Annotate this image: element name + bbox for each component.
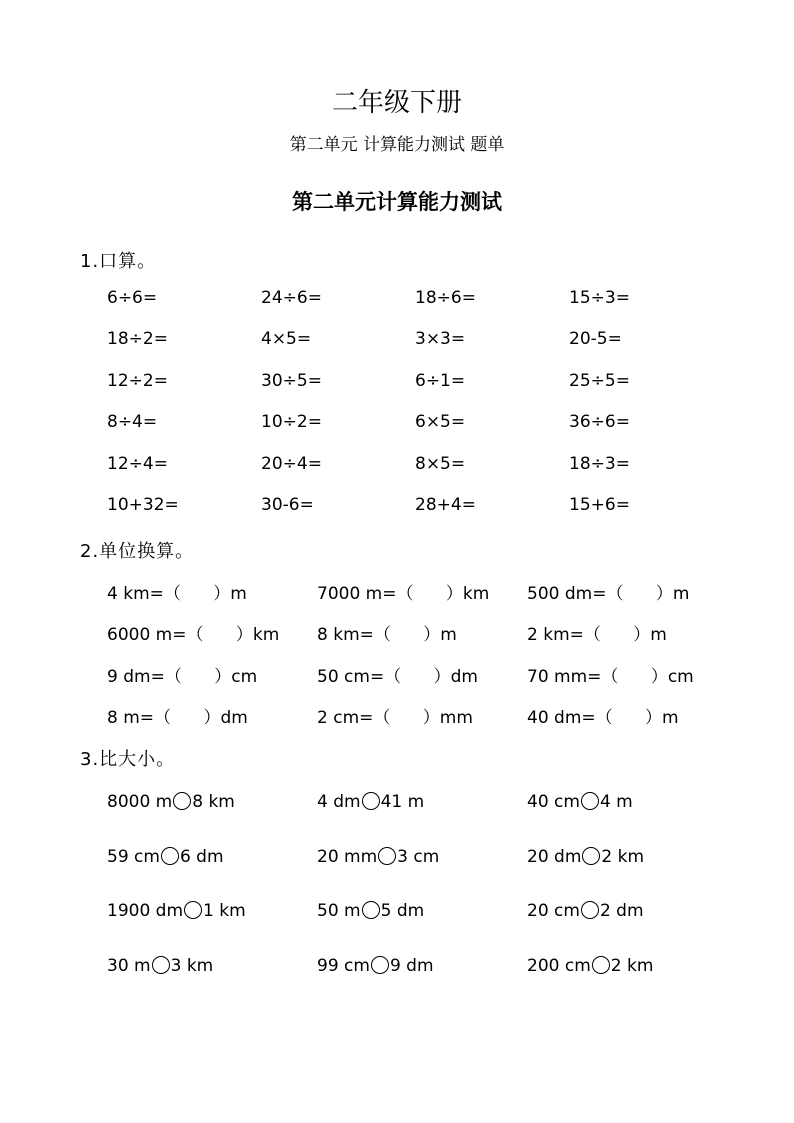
compare-circle[interactable]: [362, 901, 380, 919]
conversion-problem: 2 cm=（ ）mm: [317, 708, 473, 728]
problem: 10÷2=: [261, 412, 322, 432]
compare-right: 2 km: [610, 956, 654, 976]
problem: 18÷6=: [415, 288, 476, 308]
conversion-problem: 50 cm=（ ）dm: [317, 667, 478, 687]
problem: 28+4=: [415, 495, 476, 515]
section1-row: [107, 288, 747, 314]
section1-row: [107, 454, 747, 480]
compare-right: 2 dm: [599, 901, 644, 921]
problem: 18÷3=: [569, 454, 630, 474]
conversion-problem: 500 dm=（ ）m: [527, 584, 690, 604]
compare-problem: [527, 901, 644, 921]
compare-circle[interactable]: [378, 847, 396, 865]
compare-circle[interactable]: [371, 956, 389, 974]
section3-row: [107, 901, 747, 927]
problem: 6÷6=: [107, 288, 158, 308]
compare-right: 5 dm: [380, 901, 425, 921]
compare-right: 8 km: [192, 792, 235, 812]
problem: 10+32=: [107, 495, 179, 515]
compare-circle[interactable]: [581, 901, 599, 919]
compare-left: 20 cm: [527, 901, 580, 921]
problem: 15÷3=: [569, 288, 630, 308]
section3-row: [107, 847, 747, 873]
problem: 6×5=: [415, 412, 466, 432]
compare-right: 3 km: [170, 956, 214, 976]
problem: 36÷6=: [569, 412, 630, 432]
conversion-problem: 70 mm=（ ）cm: [527, 667, 694, 687]
section3-row: [107, 792, 747, 818]
problem: 24÷6=: [261, 288, 322, 308]
compare-problem: [107, 792, 235, 812]
problem: 3×3=: [415, 329, 466, 349]
conversion-problem: 8 m=（ ）dm: [107, 708, 248, 728]
problem: 6÷1=: [415, 371, 466, 391]
compare-circle[interactable]: [581, 792, 599, 810]
compare-problem: [317, 956, 434, 976]
conversion-problem: 2 km=（ ）m: [527, 625, 667, 645]
compare-right: 3 cm: [397, 847, 440, 867]
compare-circle[interactable]: [152, 956, 170, 974]
compare-problem: [317, 792, 424, 812]
compare-left: 8000 m: [107, 792, 173, 812]
compare-circle[interactable]: [362, 792, 380, 810]
compare-left: 50 m: [317, 901, 361, 921]
conversion-problem: 40 dm=（ ）m: [527, 708, 679, 728]
problem: 8÷4=: [107, 412, 158, 432]
compare-right: 4 m: [599, 792, 633, 812]
compare-left: 30 m: [107, 956, 151, 976]
problem: 25÷5=: [569, 371, 630, 391]
compare-left: 200 cm: [527, 956, 591, 976]
compare-right: 1 km: [203, 901, 246, 921]
compare-problem: [107, 956, 213, 976]
section2-heading: 2.单位换算。: [80, 541, 195, 562]
compare-right: 6 dm: [179, 847, 224, 867]
problem: 15+6=: [569, 495, 630, 515]
section1-row: [107, 329, 747, 355]
compare-right: 41 m: [380, 792, 425, 812]
problem: 18÷2=: [107, 329, 168, 349]
compare-left: 20 mm: [317, 847, 378, 867]
compare-left: 4 dm: [317, 792, 361, 812]
compare-problem: [527, 792, 633, 812]
problem: 12÷2=: [107, 371, 168, 391]
conversion-problem: 4 km=（ ）m: [107, 584, 247, 604]
compare-circle[interactable]: [173, 792, 191, 810]
problem: 30-6=: [261, 495, 314, 515]
compare-problem: [317, 847, 439, 867]
compare-problem: [317, 901, 424, 921]
section1-row: [107, 412, 747, 438]
section1-row: [107, 371, 747, 397]
compare-problem: [107, 847, 224, 867]
compare-problem: [527, 956, 653, 976]
header-subtitle: 第二单元 计算能力测试 题单: [289, 135, 505, 155]
conversion-problem: 8 km=（ ）m: [317, 625, 457, 645]
compare-circle[interactable]: [161, 847, 179, 865]
compare-right: 9 dm: [389, 956, 434, 976]
conversion-problem: 9 dm=（ ）cm: [107, 667, 258, 687]
section2-row: [107, 703, 747, 729]
section2-row: [107, 620, 747, 646]
compare-left: 1900 dm: [107, 901, 184, 921]
problem: 8×5=: [415, 454, 466, 474]
header-title: 二年级下册: [331, 88, 462, 118]
compare-left: 20 dm: [527, 847, 582, 867]
compare-right: 2 km: [601, 847, 645, 867]
compare-left: 99 cm: [317, 956, 370, 976]
compare-problem: [107, 901, 246, 921]
compare-circle[interactable]: [592, 956, 610, 974]
section1-heading: 1.口算。: [80, 251, 157, 272]
problem: 30÷5=: [261, 371, 322, 391]
compare-left: 40 cm: [527, 792, 580, 812]
problem: 20-5=: [569, 329, 622, 349]
conversion-problem: 7000 m=（ ）km: [317, 584, 490, 604]
section2-row: [107, 579, 747, 605]
conversion-problem: 6000 m=（ ）km: [107, 625, 280, 645]
compare-problem: [527, 847, 644, 867]
section3-heading: 3.比大小。: [80, 749, 176, 770]
problem: 4×5=: [261, 329, 312, 349]
compare-circle[interactable]: [582, 847, 600, 865]
section2-row: [107, 662, 747, 688]
document-title: 第二单元计算能力测试: [292, 190, 502, 214]
compare-circle[interactable]: [184, 901, 202, 919]
section1-row: [107, 495, 747, 521]
compare-left: 59 cm: [107, 847, 160, 867]
problem: 20÷4=: [261, 454, 322, 474]
problem: 12÷4=: [107, 454, 168, 474]
section3-row: [107, 956, 747, 982]
